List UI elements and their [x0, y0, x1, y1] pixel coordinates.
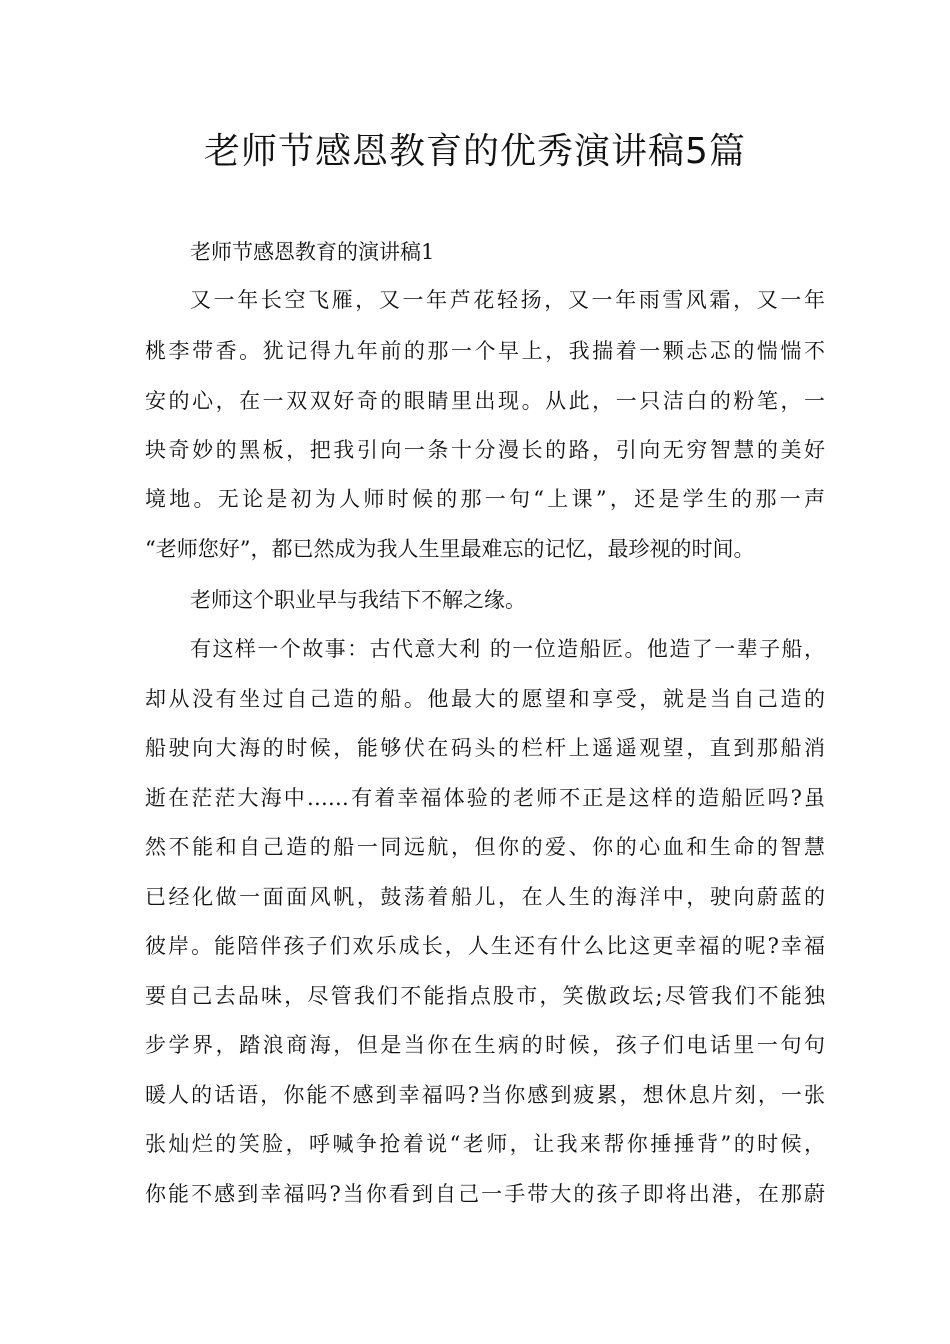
paragraph-line: 张灿烂的笑脸，呼喊争抢着说“老师，让我来帮你捶捶背”的时候， [145, 1132, 825, 1156]
paragraph-line: 你能不感到幸福吗?当你看到自己一手带大的孩子即将出港，在那蔚 [145, 1182, 825, 1206]
paragraph-line: 有这样一个故事：古代意大利 的一位造船匠。他造了一辈子船， [190, 637, 825, 661]
paragraph-line: 彼岸。能陪伴孩子们欢乐成长，人生还有什么比这更幸福的呢?幸福 [145, 934, 825, 958]
paragraph-line: 桃李带香。犹记得九年前的那一个早上，我揣着一颗忐忑的惴惴不 [145, 339, 825, 363]
paragraph-line: 境地。无论是初为人师时候的那一句“上课”，还是学生的那一声 [145, 487, 825, 511]
paragraph-line: 暖人的话语，你能不感到幸福吗?当你感到疲累，想休息片刻，一张 [145, 1083, 825, 1107]
document-title: 老师节感恩教育的优秀演讲稿5篇 [204, 131, 746, 172]
paragraph-line: 块奇妙的黑板，把我引向一条十分漫长的路，引向无穷智慧的美好 [145, 438, 825, 462]
paragraph-line: 又一年长空飞雁，又一年芦花轻扬，又一年雨雪风霜，又一年 [190, 288, 825, 312]
paragraph-line: “老师您好”，都已然成为我人生里最难忘的记忆，最珍视的时间。 [145, 537, 755, 561]
paragraph-line: 然不能和自己造的船一同远航，但你的爱、你的心血和生命的智慧 [145, 835, 825, 859]
paragraph-line: 已经化做一面面风帆，鼓荡着船儿，在人生的海洋中，驶向蔚蓝的 [145, 885, 825, 909]
paragraph-line: 却从没有坐过自己造的船。他最大的愿望和享受，就是当自己造的 [145, 687, 825, 711]
paragraph-line: 老师这个职业早与我结下不解之缘。 [190, 588, 526, 612]
paragraph-line: 安的心，在一双双好奇的眼睛里出现。从此，一只洁白的粉笔，一 [145, 389, 825, 413]
paragraph-line: 步学界，踏浪商海，但是当你在生病的时候，孩子们电话里一句句 [145, 1033, 825, 1057]
paragraph-line: 船驶向大海的时候，能够伏在码头的栏杆上遥遥观望，直到那船消 [145, 736, 825, 760]
paragraph-line: 逝在茫茫大海中……有着幸福体验的老师不正是这样的造船匠吗?虽 [145, 786, 825, 810]
section-heading: 老师节感恩教育的演讲稿1 [190, 240, 435, 264]
paragraph-line: 要自己去品味，尽管我们不能指点股市，笑傲政坛;尽管我们不能独 [145, 984, 825, 1008]
